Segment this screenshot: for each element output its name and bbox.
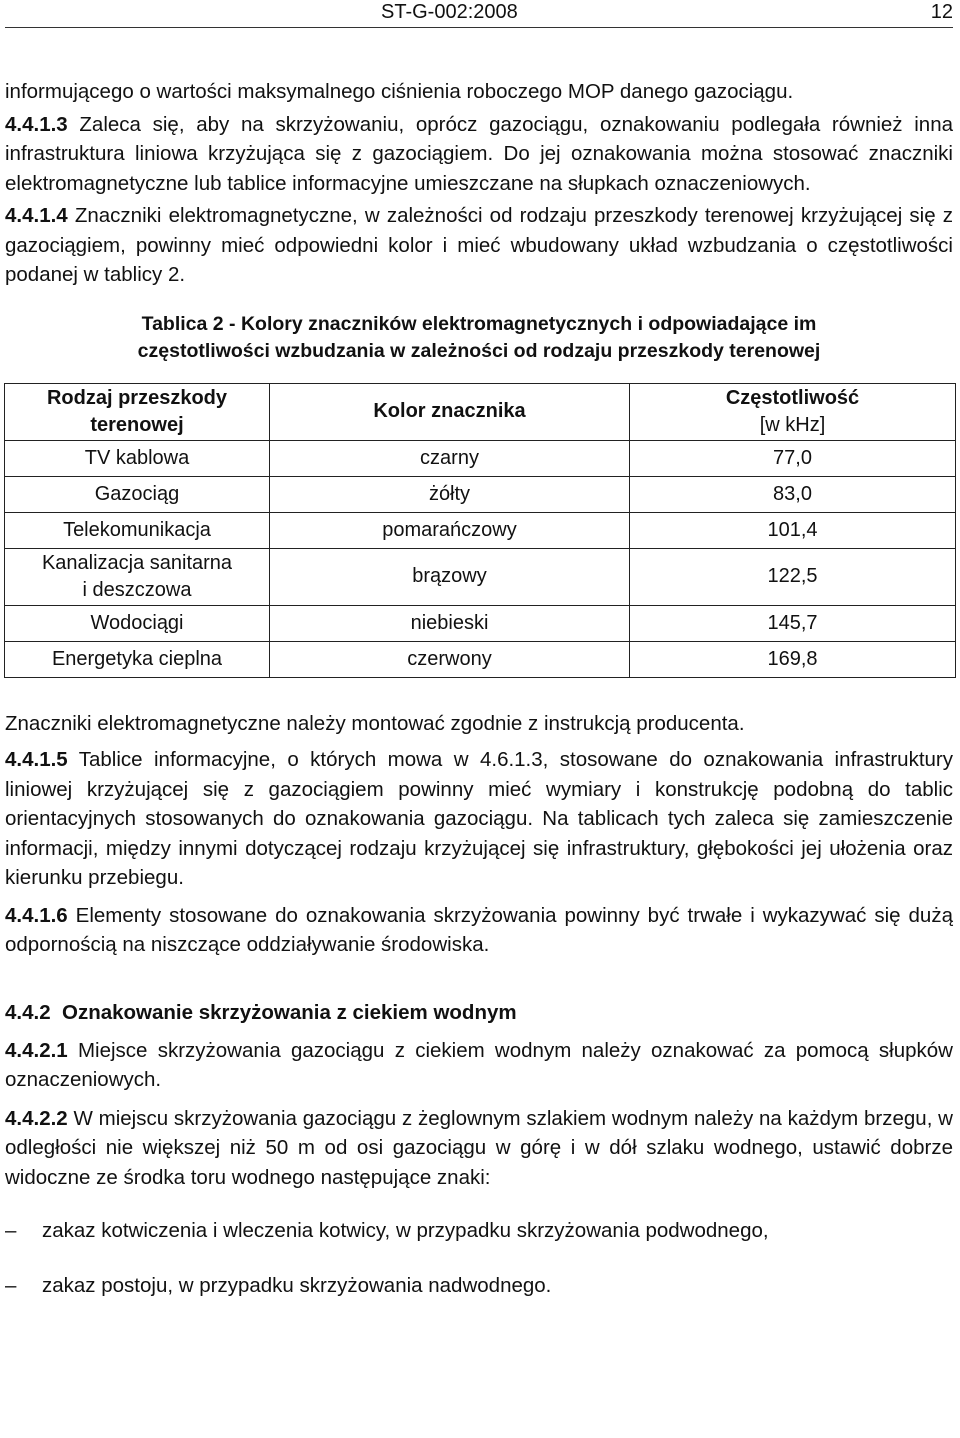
- page-header: [5, 0, 953, 28]
- document-id: ST-G-002:2008: [381, 1, 518, 23]
- cell-frequency: 122,5: [630, 548, 956, 605]
- paragraph-text: Znaczniki elektromagnetyczne, w zależności od rodzaju przeszkody terenowej krzyżującej się z gazociągiem, powinny mieć odpowiedni kolor i mieć wbudowany układ wzbudzania o częstotliwości podanej w tablicy 2.: [5, 204, 953, 286]
- cell-marker-color: czarny: [270, 440, 630, 476]
- dash-bullet: –: [5, 1274, 17, 1297]
- section-number: 4.4.2: [5, 1000, 51, 1024]
- cell-marker-color: żółty: [270, 476, 630, 512]
- dash-bullet: –: [5, 1219, 17, 1242]
- paragraph-intro: [5, 77, 953, 107]
- paragraph-4-4-2-2: [5, 1104, 953, 1193]
- document-page: [5, 0, 953, 1300]
- table-row: [5, 605, 956, 641]
- table-caption-line-2: częstotliwości wzbudzania w zależności od rodzaju przeszkody terenowej: [137, 340, 821, 362]
- cell-marker-color: brązowy: [270, 548, 630, 605]
- paragraph-text: Zaleca się, aby na skrzyżowaniu, oprócz gazociągu, oznakowaniu podlegała również inna infrastruktura liniowa krzyżująca się z gazociągiem. Do jej oznakowania można stosować znaczniki elektromagnetyczne lub tablice informacyjne umieszczane na słupkach oznaczeniowych.: [5, 112, 953, 195]
- table-row: [5, 440, 956, 476]
- section-heading-4-4-2: [5, 998, 953, 1027]
- cell-frequency: 145,7: [630, 605, 956, 641]
- cell-frequency: 169,8: [630, 641, 956, 677]
- table-row: [5, 548, 956, 605]
- paragraph-4-4-1-3: [5, 110, 953, 199]
- paragraph-number: 4.4.1.6: [5, 903, 68, 927]
- table-caption: [5, 311, 953, 366]
- list-item-text: zakaz kotwiczenia i wleczenia kotwicy, w przypadku skrzyżowania podwodnego,: [42, 1219, 769, 1242]
- paragraph-text: Tablice informacyjne, o których mowa w 4.6.1.3, stosowane do oznakowania infrastruktury liniowej krzyżującej się z gazociągiem powinny mieć wymiary i konstrukcję podobną do tablic orientacyjnych stosowanych do oznakowania gazociągu. Na tablicach tych zaleca się zamieszczenie informacji, między innymi dotyczącej rodzaju krzyżującej się infrastruktury, głębokości jej ułożenia oraz kierunku przebiegu.: [5, 748, 953, 889]
- section-title: Oznakowanie skrzyżowania z ciekiem wodnym: [62, 1000, 517, 1024]
- paragraph-text: W miejscu skrzyżowania gazociągu z żeglownym szlakiem wodnym należy na każdym brzegu, w odległości nie większej niż 50 m od osi gazociągu w górę i w dół szlaku wodnego, ustawić dobrze widoczne ze środka toru wodnego następujące znaki:: [5, 1106, 953, 1189]
- cell-obstacle-type: Kanalizacja sanitarna i deszczowa: [5, 548, 270, 605]
- list-item-text: zakaz postoju, w przypadku skrzyżowania nadwodnego.: [42, 1274, 552, 1297]
- paragraph-text: Miejsce skrzyżowania gazociągu z ciekiem wodnym należy oznakować za pomocą słupków oznaczeniowych.: [5, 1038, 953, 1091]
- paragraph-after-table: [5, 709, 953, 739]
- paragraph-4-4-1-6: [5, 901, 953, 960]
- list-item: [5, 1216, 953, 1245]
- table-body: [5, 440, 956, 677]
- frequency-table: [4, 383, 956, 678]
- table-row: [5, 512, 956, 548]
- header-obstacle-type: Rodzaj przeszkody terenowej: [5, 383, 270, 440]
- table-row: [5, 641, 956, 677]
- paragraph-number: 4.4.2.2: [5, 1106, 68, 1130]
- paragraph-text: informującego o wartości maksymalnego ciśnienia roboczego MOP danego gazociągu.: [5, 80, 794, 103]
- table-row: [5, 476, 956, 512]
- cell-obstacle-type: Wodociągi: [5, 605, 270, 641]
- paragraph-number: 4.4.1.3: [5, 112, 68, 136]
- table-header-row: [5, 383, 956, 440]
- cell-obstacle-type: Energetyka cieplna: [5, 641, 270, 677]
- list-item: [5, 1271, 953, 1300]
- table-caption-line-1: Tablica 2 - Kolory znaczników elektromagnetycznych i odpowiadające im: [141, 312, 817, 335]
- cell-marker-color: czerwony: [270, 641, 630, 677]
- marking-signs-list: [5, 1216, 953, 1300]
- header-frequency: Częstotliwość [w kHz]: [630, 383, 956, 440]
- header-marker-color: Kolor znacznika: [270, 383, 630, 440]
- paragraph-4-4-2-1: [5, 1036, 953, 1095]
- cell-obstacle-type: Gazociąg: [5, 476, 270, 512]
- paragraph-number: 4.4.2.1: [5, 1038, 68, 1062]
- cell-marker-color: niebieski: [270, 605, 630, 641]
- cell-frequency: 77,0: [630, 440, 956, 476]
- cell-obstacle-type: Telekomunikacja: [5, 512, 270, 548]
- cell-marker-color: pomarańczowy: [270, 512, 630, 548]
- paragraph-4-4-1-4: [5, 201, 953, 290]
- cell-obstacle-type: TV kablowa: [5, 440, 270, 476]
- paragraph-number: 4.4.1.5: [5, 748, 68, 771]
- cell-frequency: 83,0: [630, 476, 956, 512]
- cell-frequency: 101,4: [630, 512, 956, 548]
- paragraph-4-4-1-5: [5, 745, 953, 893]
- page-number: 12: [930, 1, 953, 23]
- paragraph-text: Znaczniki elektromagnetyczne należy montować zgodnie z instrukcją producenta.: [5, 711, 745, 735]
- paragraph-text: Elementy stosowane do oznakowania skrzyżowania powinny być trwałe i wykazywać się dużą odpornością na niszczące oddziaływanie środowiska.: [5, 903, 953, 956]
- paragraph-number: 4.4.1.4: [5, 204, 68, 227]
